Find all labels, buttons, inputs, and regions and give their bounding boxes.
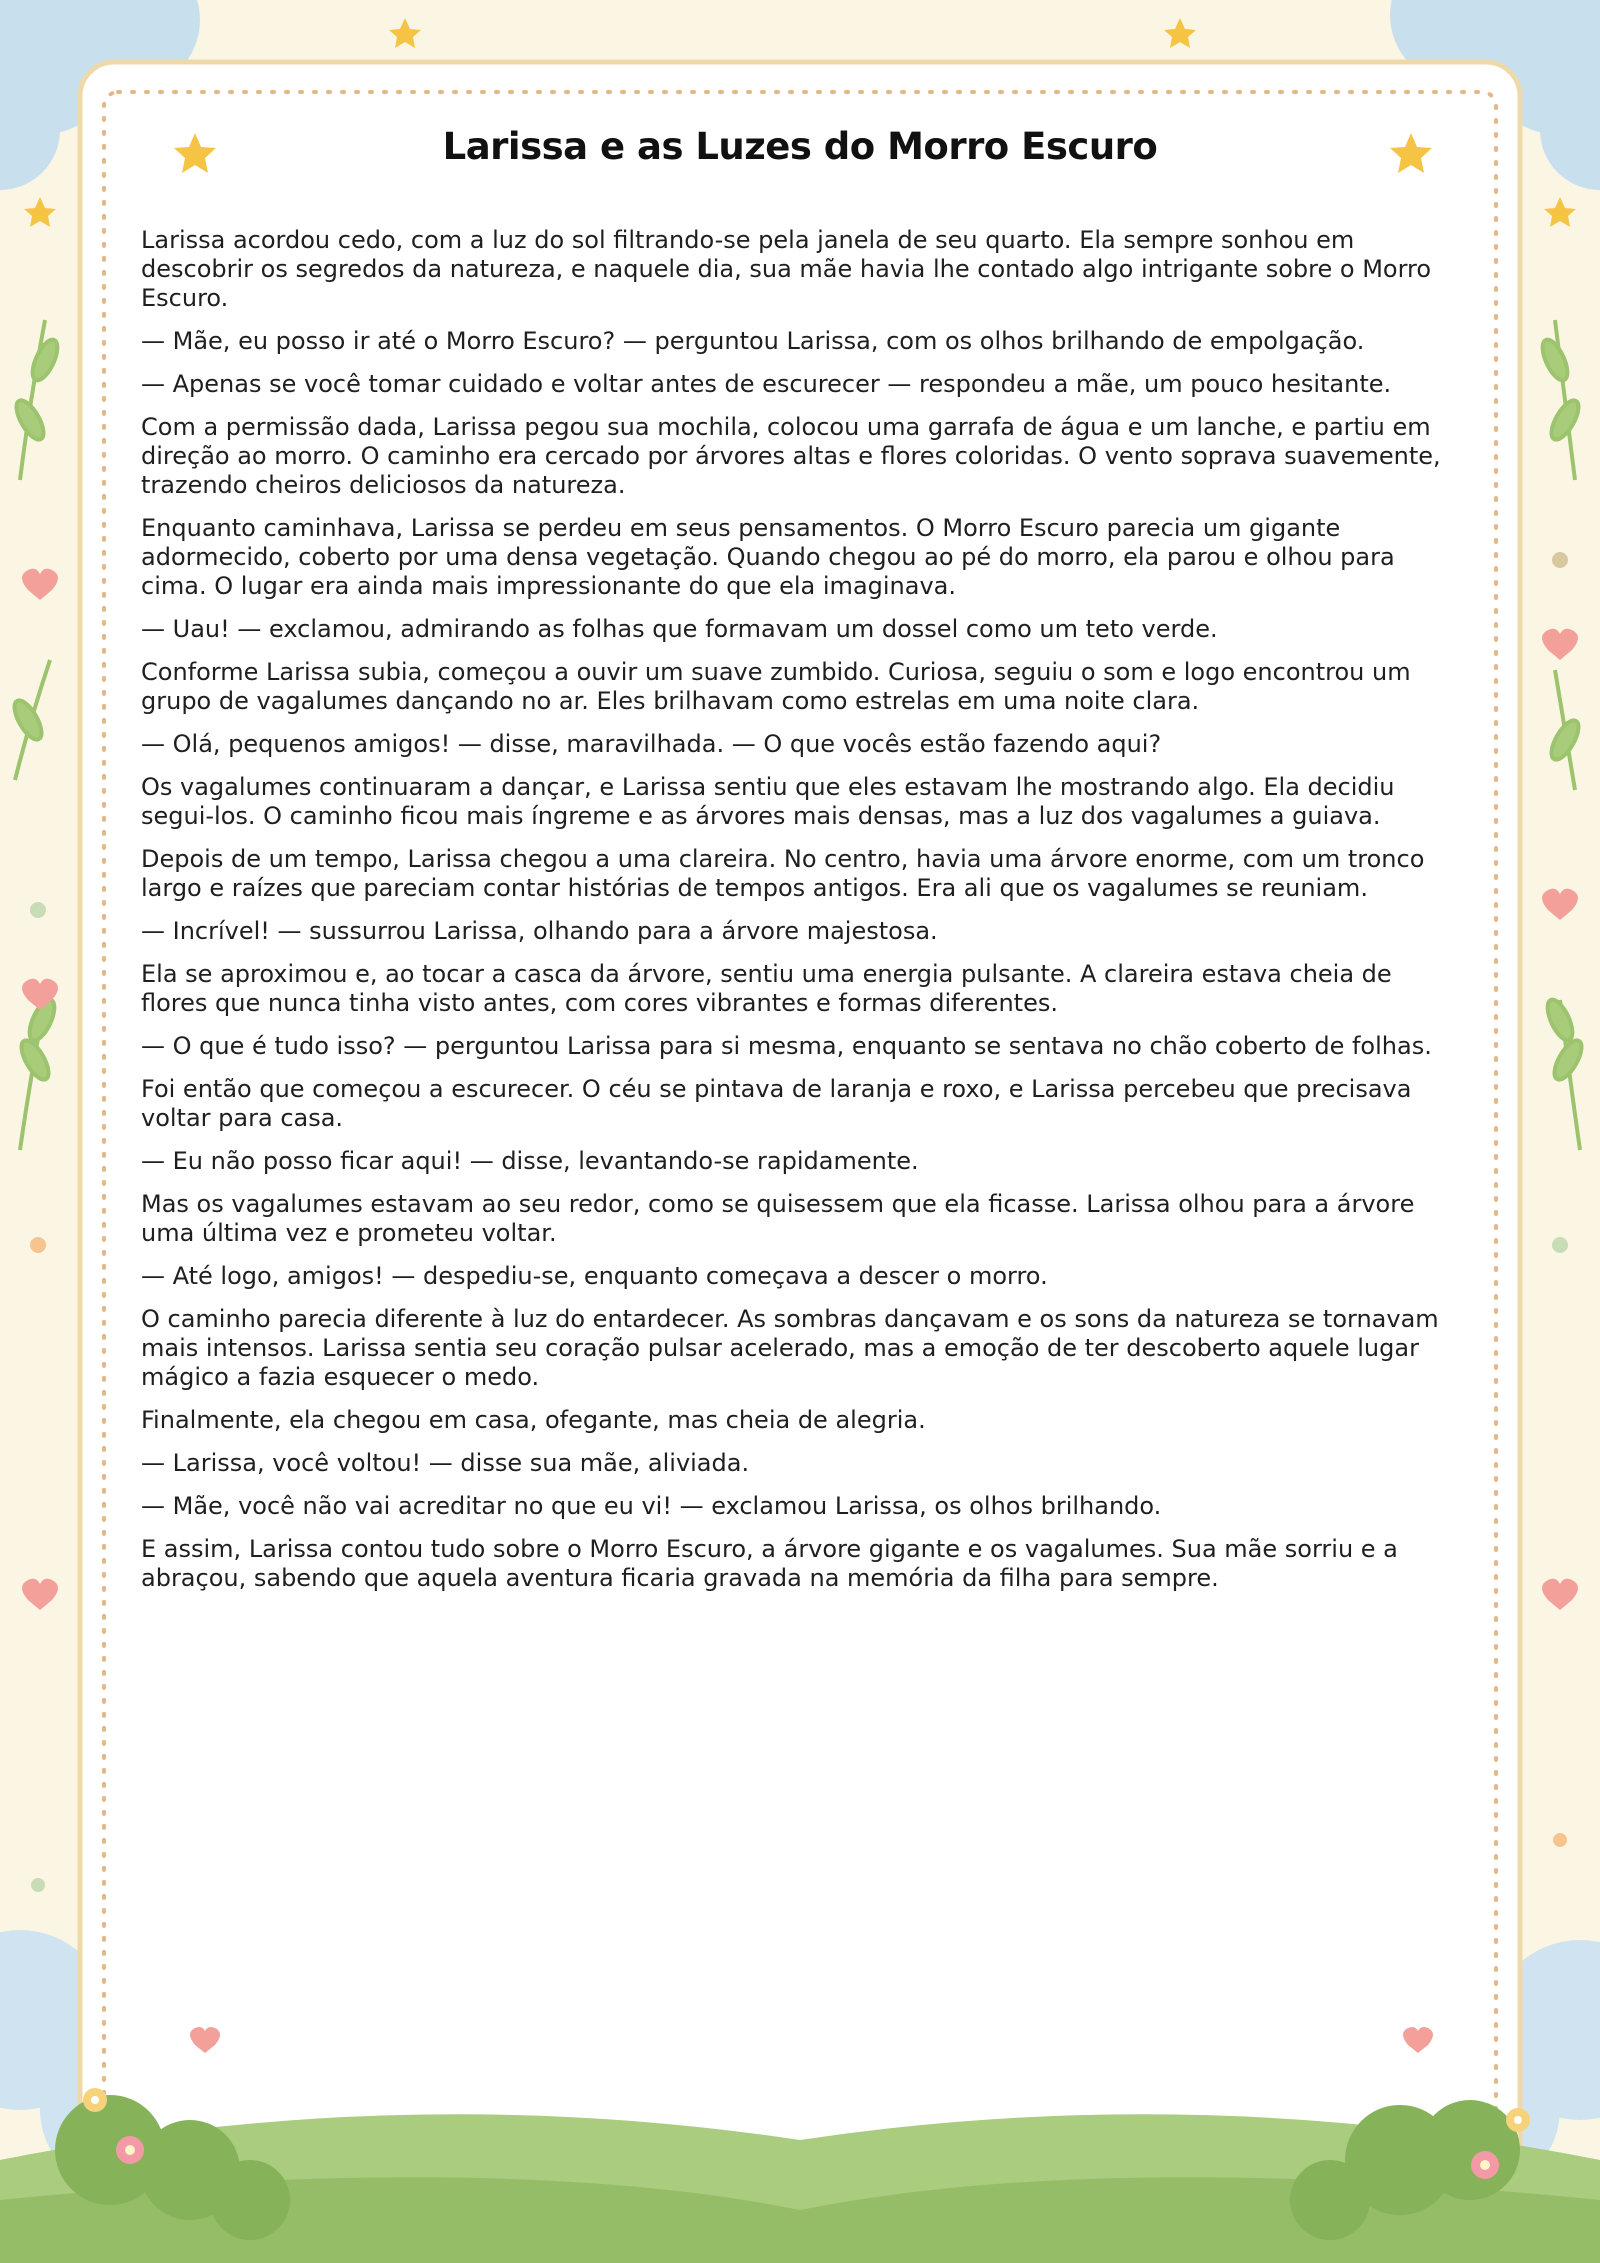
story-paragraph: Ela se aproximou e, ao tocar a casca da árvore, sentiu uma energia pulsante. A clareira estava cheia de flores que nunca tinha visto antes, com cores vibrantes e formas diferentes. <box>141 960 1392 1017</box>
story-paragraph: Finalmente, ela chegou em casa, ofegante, mas cheia de alegria. <box>141 1406 926 1434</box>
story-paragraph: E assim, Larissa contou tudo sobre o Morro Escuro, a árvore gigante e os vagalumes. Sua mãe sorriu e a abraçou, sabendo que aquela aventura ficaria gravada na memória da filha para sempre. <box>141 1535 1398 1592</box>
story-paragraph: — Apenas se você tomar cuidado e voltar antes de escurecer — respondeu a mãe, um pouco hesitante. <box>141 370 1392 398</box>
story-paragraph: Depois de um tempo, Larissa chegou a uma clareira. No centro, havia uma árvore enorme, com um tronco largo e raízes que pareciam contar histórias de tempos antigos. Era ali que os vagalumes se reuniam. <box>141 845 1425 902</box>
story-paragraph: Larissa acordou cedo, com a luz do sol filtrando-se pela janela de seu quarto. Ela sempre sonhou em descobrir os segredos da natureza, e naquele dia, sua mãe havia lhe contado algo intrigante sobre o Morro Escuro. <box>141 226 1432 312</box>
story-paragraph: — Larissa, você voltou! — disse sua mãe, aliviada. <box>141 1449 750 1477</box>
story-paragraph: — Até logo, amigos! — despediu-se, enquanto começava a descer o morro. <box>141 1262 1048 1290</box>
story-paragraph: — Mãe, você não vai acreditar no que eu vi! — exclamou Larissa, os olhos brilhando. <box>141 1492 1162 1520</box>
story-paragraph: — Olá, pequenos amigos! — disse, maravilhada. — O que vocês estão fazendo aqui? <box>141 730 1162 758</box>
story-paragraph: O caminho parecia diferente à luz do entardecer. As sombras dançavam e os sons da natureza se tornavam mais intensos. Larissa sentia seu coração pulsar acelerado, mas a emoção de ter descoberto aquele lugar mágico a fazia esquecer o medo. <box>141 1305 1439 1391</box>
story-paragraph: — Incrível! — sussurrou Larissa, olhando para a árvore majestosa. <box>141 917 938 945</box>
story-body <box>141 226 1461 1607</box>
story-paragraph: — Uau! — exclamou, admirando as folhas que formavam um dossel como um teto verde. <box>141 615 1218 643</box>
story-paragraph: Mas os vagalumes estavam ao seu redor, como se quisessem que ela ficasse. Larissa olhou para a árvore uma última vez e prometeu voltar. <box>141 1190 1415 1247</box>
story-paragraph: Com a permissão dada, Larissa pegou sua mochila, colocou uma garrafa de água e um lanche, e partiu em direção ao morro. O caminho era cercado por árvores altas e flores coloridas. O vento soprava suavemente, trazendo cheiros deliciosos da natureza. <box>141 413 1441 499</box>
story-paragraph: Foi então que começou a escurecer. O céu se pintava de laranja e roxo, e Larissa percebeu que precisava voltar para casa. <box>141 1075 1412 1132</box>
story-paragraph: — Mãe, eu posso ir até o Morro Escuro? — perguntou Larissa, com os olhos brilhando de empolgação. <box>141 327 1365 355</box>
story-paragraph: Conforme Larissa subia, começou a ouvir um suave zumbido. Curiosa, seguiu o som e logo encontrou um grupo de vagalumes dançando no ar. Eles brilhavam como estrelas em uma noite clara. <box>141 658 1411 715</box>
story-paragraph: — Eu não posso ficar aqui! — disse, levantando-se rapidamente. <box>141 1147 919 1175</box>
story-title: Larissa e as Luzes do Morro Escuro <box>442 125 1158 168</box>
story-paragraph: Enquanto caminhava, Larissa se perdeu em seus pensamentos. O Morro Escuro parecia um gigante adormecido, coberto por uma densa vegetação. Quando chegou ao pé do morro, ela parou e olhou para cima. O lugar era ainda mais impressionante do que ela imaginava. <box>141 514 1395 600</box>
story-paragraph: Os vagalumes continuaram a dançar, e Larissa sentiu que eles estavam lhe mostrando algo. Ela decidiu segui-los. O caminho ficou mais íngreme e as árvores mais densas, mas a luz dos vagalumes a guiava. <box>141 773 1395 830</box>
story-paragraph: — O que é tudo isso? — perguntou Larissa para si mesma, enquanto se sentava no chão coberto de folhas. <box>141 1032 1432 1060</box>
